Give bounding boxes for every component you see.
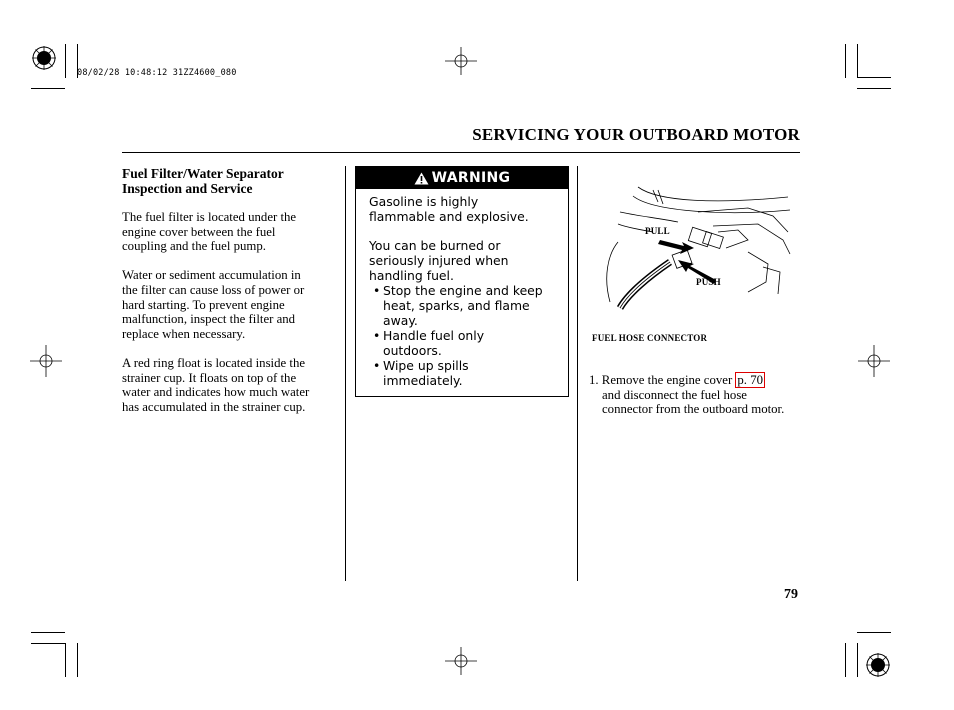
label-push: PUSH	[696, 277, 721, 287]
registration-target-top-left-icon	[31, 45, 57, 71]
column-divider-right	[577, 166, 578, 581]
step-1	[589, 373, 809, 417]
crosshair-right-icon	[858, 345, 890, 377]
header-rule	[122, 152, 800, 153]
warning-body	[356, 189, 568, 388]
step-1-line-2: and disconnect the fuel hose	[602, 387, 747, 402]
paragraph-fuel-filter-location: The fuel filter is located under the engine cover between the fuel coupling and the fuel pump.	[122, 210, 297, 254]
warning-title: WARNING	[431, 170, 511, 186]
paragraph-red-ring-float: A red ring float is located inside the strainer cup. It floats on top of the water and indicates how much water has accumulated in the strainer cup.	[122, 355, 310, 414]
warning-bullet: • Stop the engine and keep heat, sparks, and flame away.	[369, 283, 560, 328]
page-number: 79	[784, 587, 798, 602]
figure-caption: FUEL HOSE CONNECTOR	[592, 333, 708, 343]
warning-triangle-icon	[414, 172, 429, 185]
registration-target-bottom-right-icon	[865, 652, 891, 678]
fuel-hose-connector-illustration	[598, 182, 794, 318]
section-title: SERVICING YOUR OUTBOARD MOTOR	[472, 125, 800, 144]
crosshair-top-icon	[445, 47, 477, 75]
label-pull: PULL	[645, 226, 670, 236]
left-column	[122, 166, 337, 414]
warning-bullet: • Handle fuel only outdoors.	[369, 328, 560, 358]
paragraph-water-sediment: Water or sediment accumulation in the filter can cause loss of power or hard starting. To prevent engine malfunction, inspect the filter and replace when necessary.	[122, 268, 305, 341]
crosshair-bottom-icon	[445, 647, 477, 675]
warning-header	[356, 167, 568, 189]
warning-text-injury: You can be burned or seriously injured when handling fuel.	[369, 238, 509, 283]
crosshair-left-icon	[30, 345, 62, 377]
print-metadata: 08/02/28 10:48:12 31ZZ4600_080	[77, 68, 237, 78]
warning-box	[355, 166, 569, 397]
page-link-p70[interactable]: p. 70	[737, 373, 763, 387]
step-1-line-3: connector from the outboard motor.	[602, 402, 785, 417]
warning-bullet: • Wipe up spills immediately.	[369, 358, 560, 388]
step-1-line-1: 1. Remove the engine cover p. 70	[589, 373, 763, 387]
subheading: Fuel Filter/Water Separator Inspection and Service	[122, 166, 284, 196]
warning-bullet-list	[369, 283, 560, 388]
warning-text-flammable: Gasoline is highly flammable and explosive.	[369, 194, 529, 224]
column-divider-left	[345, 166, 346, 581]
